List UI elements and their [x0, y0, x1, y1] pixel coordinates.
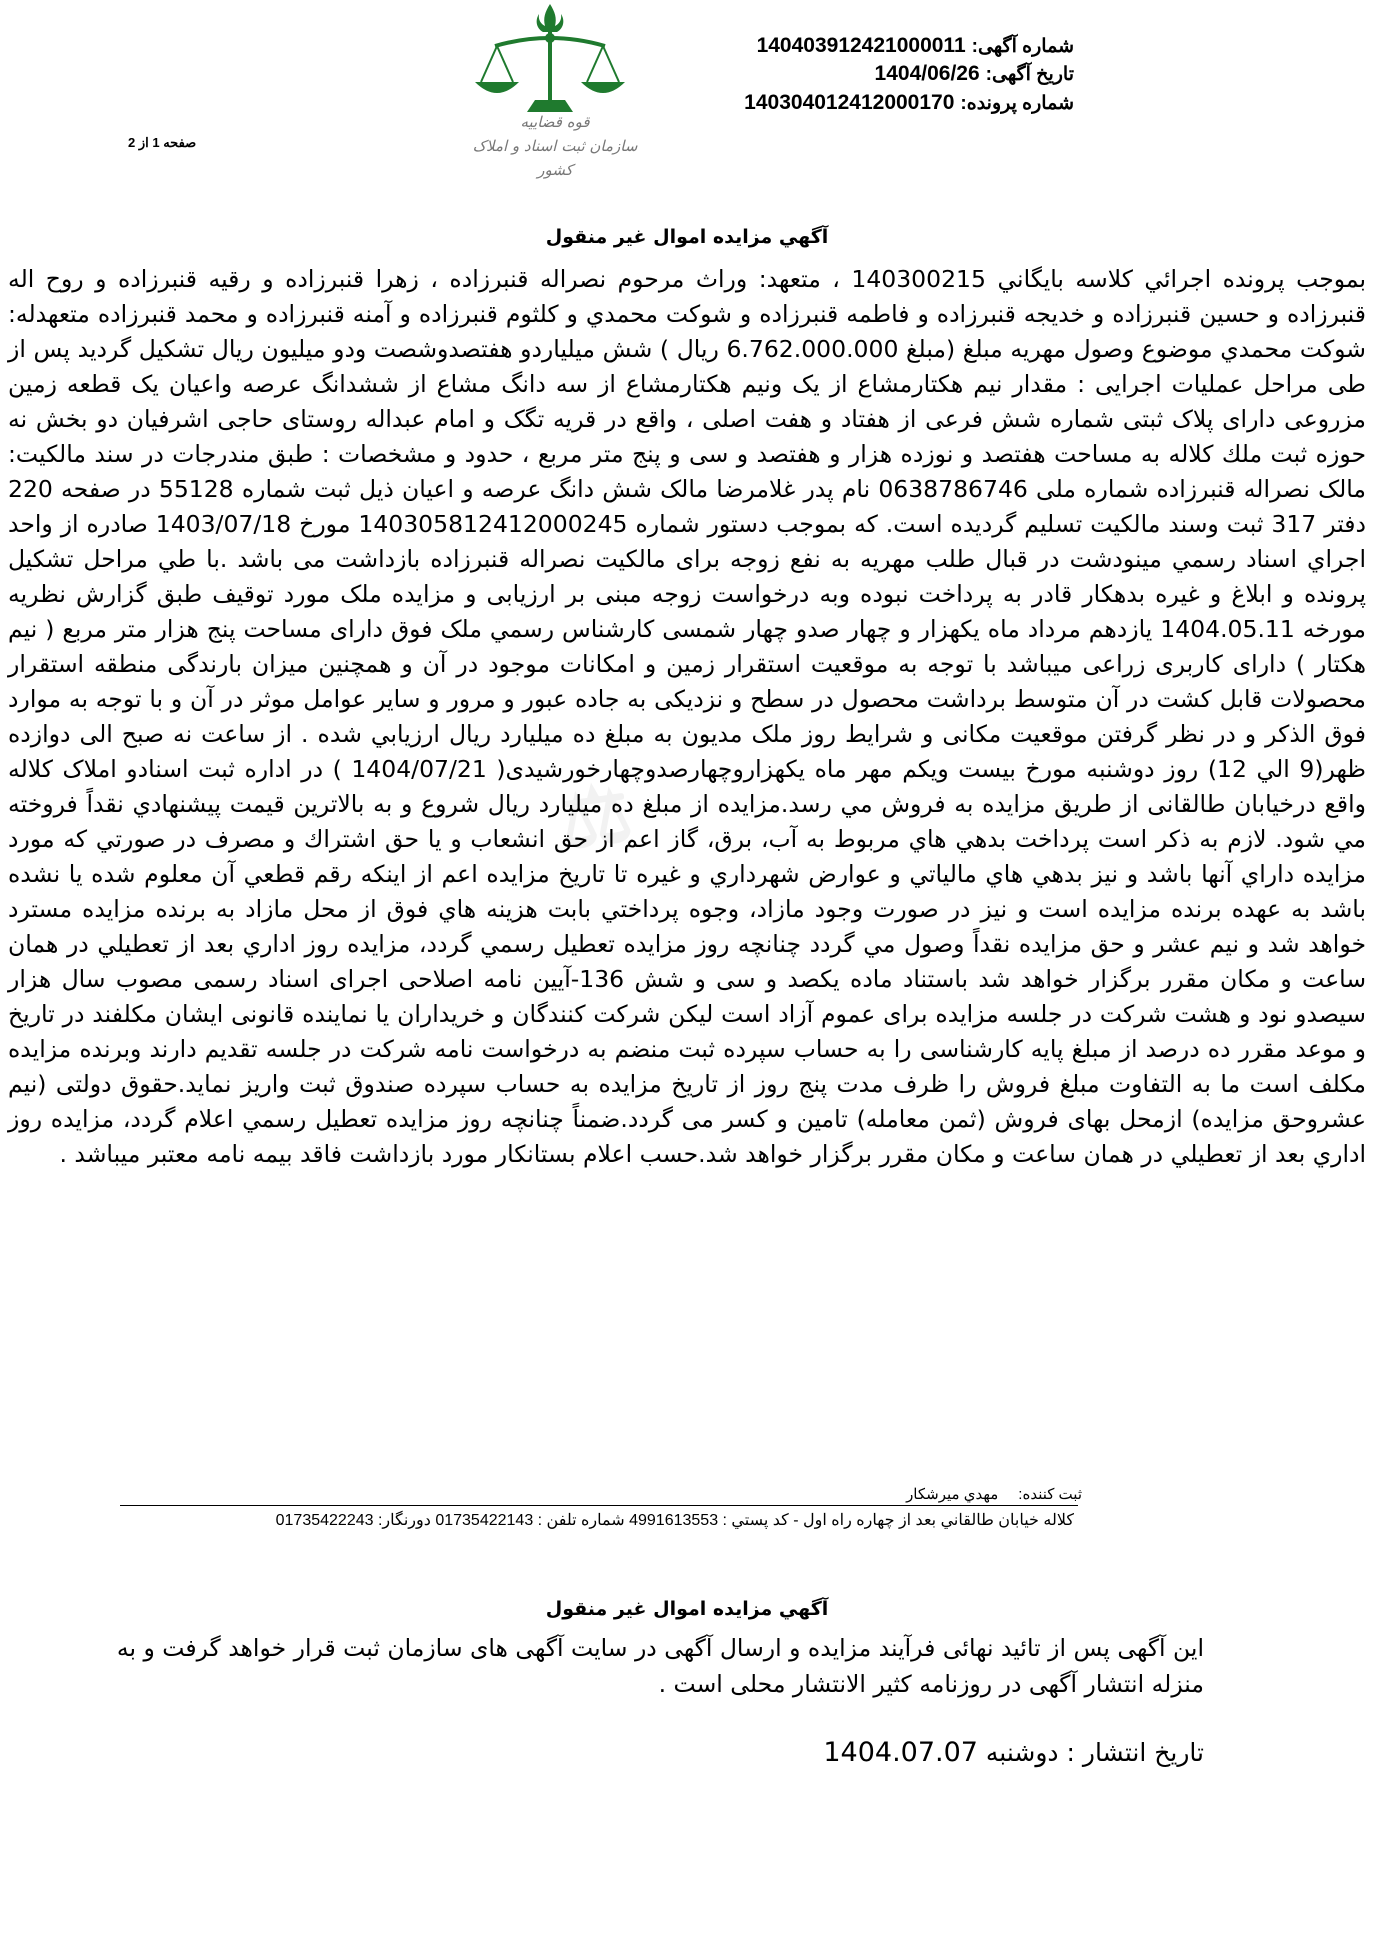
- registrar-name: مهدي ميرشكار: [906, 1486, 999, 1503]
- ad-number: [757, 34, 1074, 58]
- publish-date: [823, 1737, 1204, 1768]
- publish-date-value: 1404.07.07: [823, 1737, 978, 1768]
- ad-date-value: 1404/06/26: [874, 62, 980, 85]
- emblem-caption-line1: قوه قضاییه: [520, 113, 590, 131]
- ad-date: [875, 62, 1074, 86]
- emblem-caption: [470, 110, 640, 179]
- auction-body-text: بموجب پرونده اجرائي كلاسه بايگاني 140300215 ، متعهد: وراث مرحوم نصراله قنبرزاده ، زهرا قنبرزاده و رقيه قنبرزاده و روح اله قنبرزاده و حسين قنبرزاده و خديجه قنبرزاده و فاطمه قنبرزاده و شوكت محمدي و كلثوم قنبرزاده و آمنه قنبرزاده و محمد قنبرزاده متعهدله: شوكت محمدي موضوع وصول مهريه مبلغ (مبلغ 6.762.000.000 ريال ) شش ميلياردو هفتصدوشصت ودو ميليون ريال تشكيل گرديد پس از طی مراحل عملیات اجرایی : مقدار نیم هکتارمشاع از یک ونیم هکتارمشاع از سه دانگ مشاع از ششدانگ عرصه واعیان یک قطعه زمین مزروعی دارای پلاک ثبتی شماره شش فرعی از هفتاد و هفت اصلی ، واقع در قریه تگک و امام عبداله روستای حاجی اشرفیان دو بخش نه حوزه ثبت ملك كلاله به مساحت هفتصد و نوزده هزار و هفتصد و سی و پنج متر مربع ، حدود و مشخصات : طبق مندرجات در سند مالکیت: مالک نصراله قنبرزاده شماره ملی 0638786746 نام پدر غلامرضا مالک شش دانگ عرصه و اعیان ذیل ثبت شماره 55128 در صفحه 220 دفتر 317 ثبت وسند مالکیت تسلیم گردیده است. که بموجب دستور شماره 140305812412000245 مورخ 1403/07/18 صادره از واحد اجراي اسناد رسمي مينودشت در قبال طلب مهریه به نفع زوجه برای مالکیت نصراله قنبرزاده بازداشت می باشد .با طي مراحل تشكيل پرونده و ابلاغ و غیره بدهکار قادر به پرداخت نبوده وبه درخواست زوجه مبنی بر ارزیابی و مزایده ملک مورد توقیف طبق گزارش نظریه مورخه 1404.05.11 یازدهم مرداد ماه یکهزار و چهار صدو چهار شمسی کارشناس رسمي ملک فوق دارای مساحت پنج هزار متر مربع ( نیم هکتار ) دارای کاربری زراعی میباشد با توجه به موقعیت استقرار زمین و امکانات موجود در آن و همچنین میزان بارندگی منطقه استقرار محصولات قابل کشت در آن متوسط برداشت محصول در سطح و نزدیکی به جاده عبور و مرور و سایر عوامل موثر در آن و با توجه به موارد فوق الذکر و در نظر گرفتن موقعیت مکانی و شرایط روز ملک مدیون به مبلغ ده میلیارد ريال ارزيابي شده . از ساعت نه صبح الی دوازده ظهر(9 الي 12) روز دوشنبه مورخ بیست ویکم مهر ماه یکهزاروچهارصدوچهارخورشیدی( 1404/07/21 ) در اداره ثبت اسنادو املاک کلاله واقع درخیابان طالقانی از طريق مزايده به فروش مي رسد.مزايده از مبلغ ده میلیارد ريال شروع و به بالاترين قيمت پيشنهادي نقداً فروخته مي شود. لازم به ذكر است پرداخت بدهي هاي مربوط به آب، برق، گاز اعم از حق انشعاب و يا حق اشتراك و مصرف در صورتي كه مورد مزايده داراي آنها باشد و نيز بدهي هاي مالياتي و عوارض شهرداري و غيره تا تاريخ مزايده اعم از اينكه رقم قطعي آن معلوم شده يا نشده باشد به عهده برنده مزايده است و نيز در صورت وجود مازاد، وجوه پرداختي بابت هزينه هاي فوق از محل مازاد به برنده مزايده مسترد خواهد شد و نيم عشر و حق مزايده نقداً وصول مي گردد چنانچه روز مزايده تعطيل رسمي گردد، مزايده روز اداري بعد از تعطيلي در همان ساعت و مكان مقرر برگزار خواهد شد باستناد ماده یکصد و سی و شش 136-آیین نامه اصلاحی اجرای اسناد رسمی مصوب سال هزار سیصدو نود و هشت شرکت در جلسه مزایده برای عموم آزاد است لیکن شرکت کنندگان و خریداران یا نماینده قانونی ایشان مکلفند در تاریخ و موعد مقرر ده درصد از مبلغ پایه کارشناسی را به حساب سپرده ثبت منضم به درخواست نامه شرکت در جلسه تقدیم دارند وبرنده مزایده مکلف است ما به التفاوت مبلغ فروش را ظرف مدت پنج روز از تاریخ مزایده به حساب سپرده صندوق ثبت واریز نماید.حقوق دولتی (نیم عشروحق مزایده) ازمحل بهای فروش (ثمن معامله) تامین و کسر می گردد.ضمناً چنانچه روز مزايده تعطيل رسمي اعلام گردد، مزايده روز اداري بعد از تعطيلي در همان ساعت و مكان مقرر برگزار خواهد شد.حسب اعلام بستانکار مورد بازداشت فاقد بیمه نامه معتبر میباشد .: [8, 265, 1367, 1168]
- divider: [120, 1505, 1078, 1506]
- footer-paragraph: این آگهی پس از تائید نهائی فرآیند مزایده و ارسال آگهی در سایت آگهی های سازمان ثبت قرار خواهد گرفت و به منزله انتشار آگهی در روزنامه کثیر الانتشار محلی است .: [116, 1634, 1204, 1698]
- page-indicator: صفحه 1 از 2: [128, 135, 197, 150]
- address-line: كلاله خيابان طالقاني بعد از چهاره راه اول - كد پستي : 4991613553 شماره تلفن : 01735422143 دورنگار: 01735422243: [275, 1512, 1074, 1529]
- case-number-label: شماره پرونده:: [960, 93, 1074, 114]
- publish-date-label: تاریخ انتشار : دوشنبه: [985, 1738, 1204, 1767]
- footer-title: آگهي مزايده اموال غير منقول: [545, 1598, 829, 1620]
- emblem-caption-line2: سازمان ثبت اسناد و املاک کشور: [472, 137, 638, 179]
- ad-number-value: 140403912421000011: [756, 34, 966, 57]
- case-number-value: 140304012412000170: [744, 91, 955, 114]
- page-title: آگهي مزايده اموال غير منقول: [545, 226, 829, 248]
- ad-date-label: تاریخ آگهی:: [985, 64, 1074, 85]
- case-number: [744, 91, 1074, 115]
- ad-number-label: شماره آگهی:: [971, 36, 1074, 57]
- watermark: ⚖: [554, 767, 638, 866]
- registrar: [906, 1485, 1082, 1503]
- registrar-label: ثبت كننده:: [1018, 1486, 1082, 1503]
